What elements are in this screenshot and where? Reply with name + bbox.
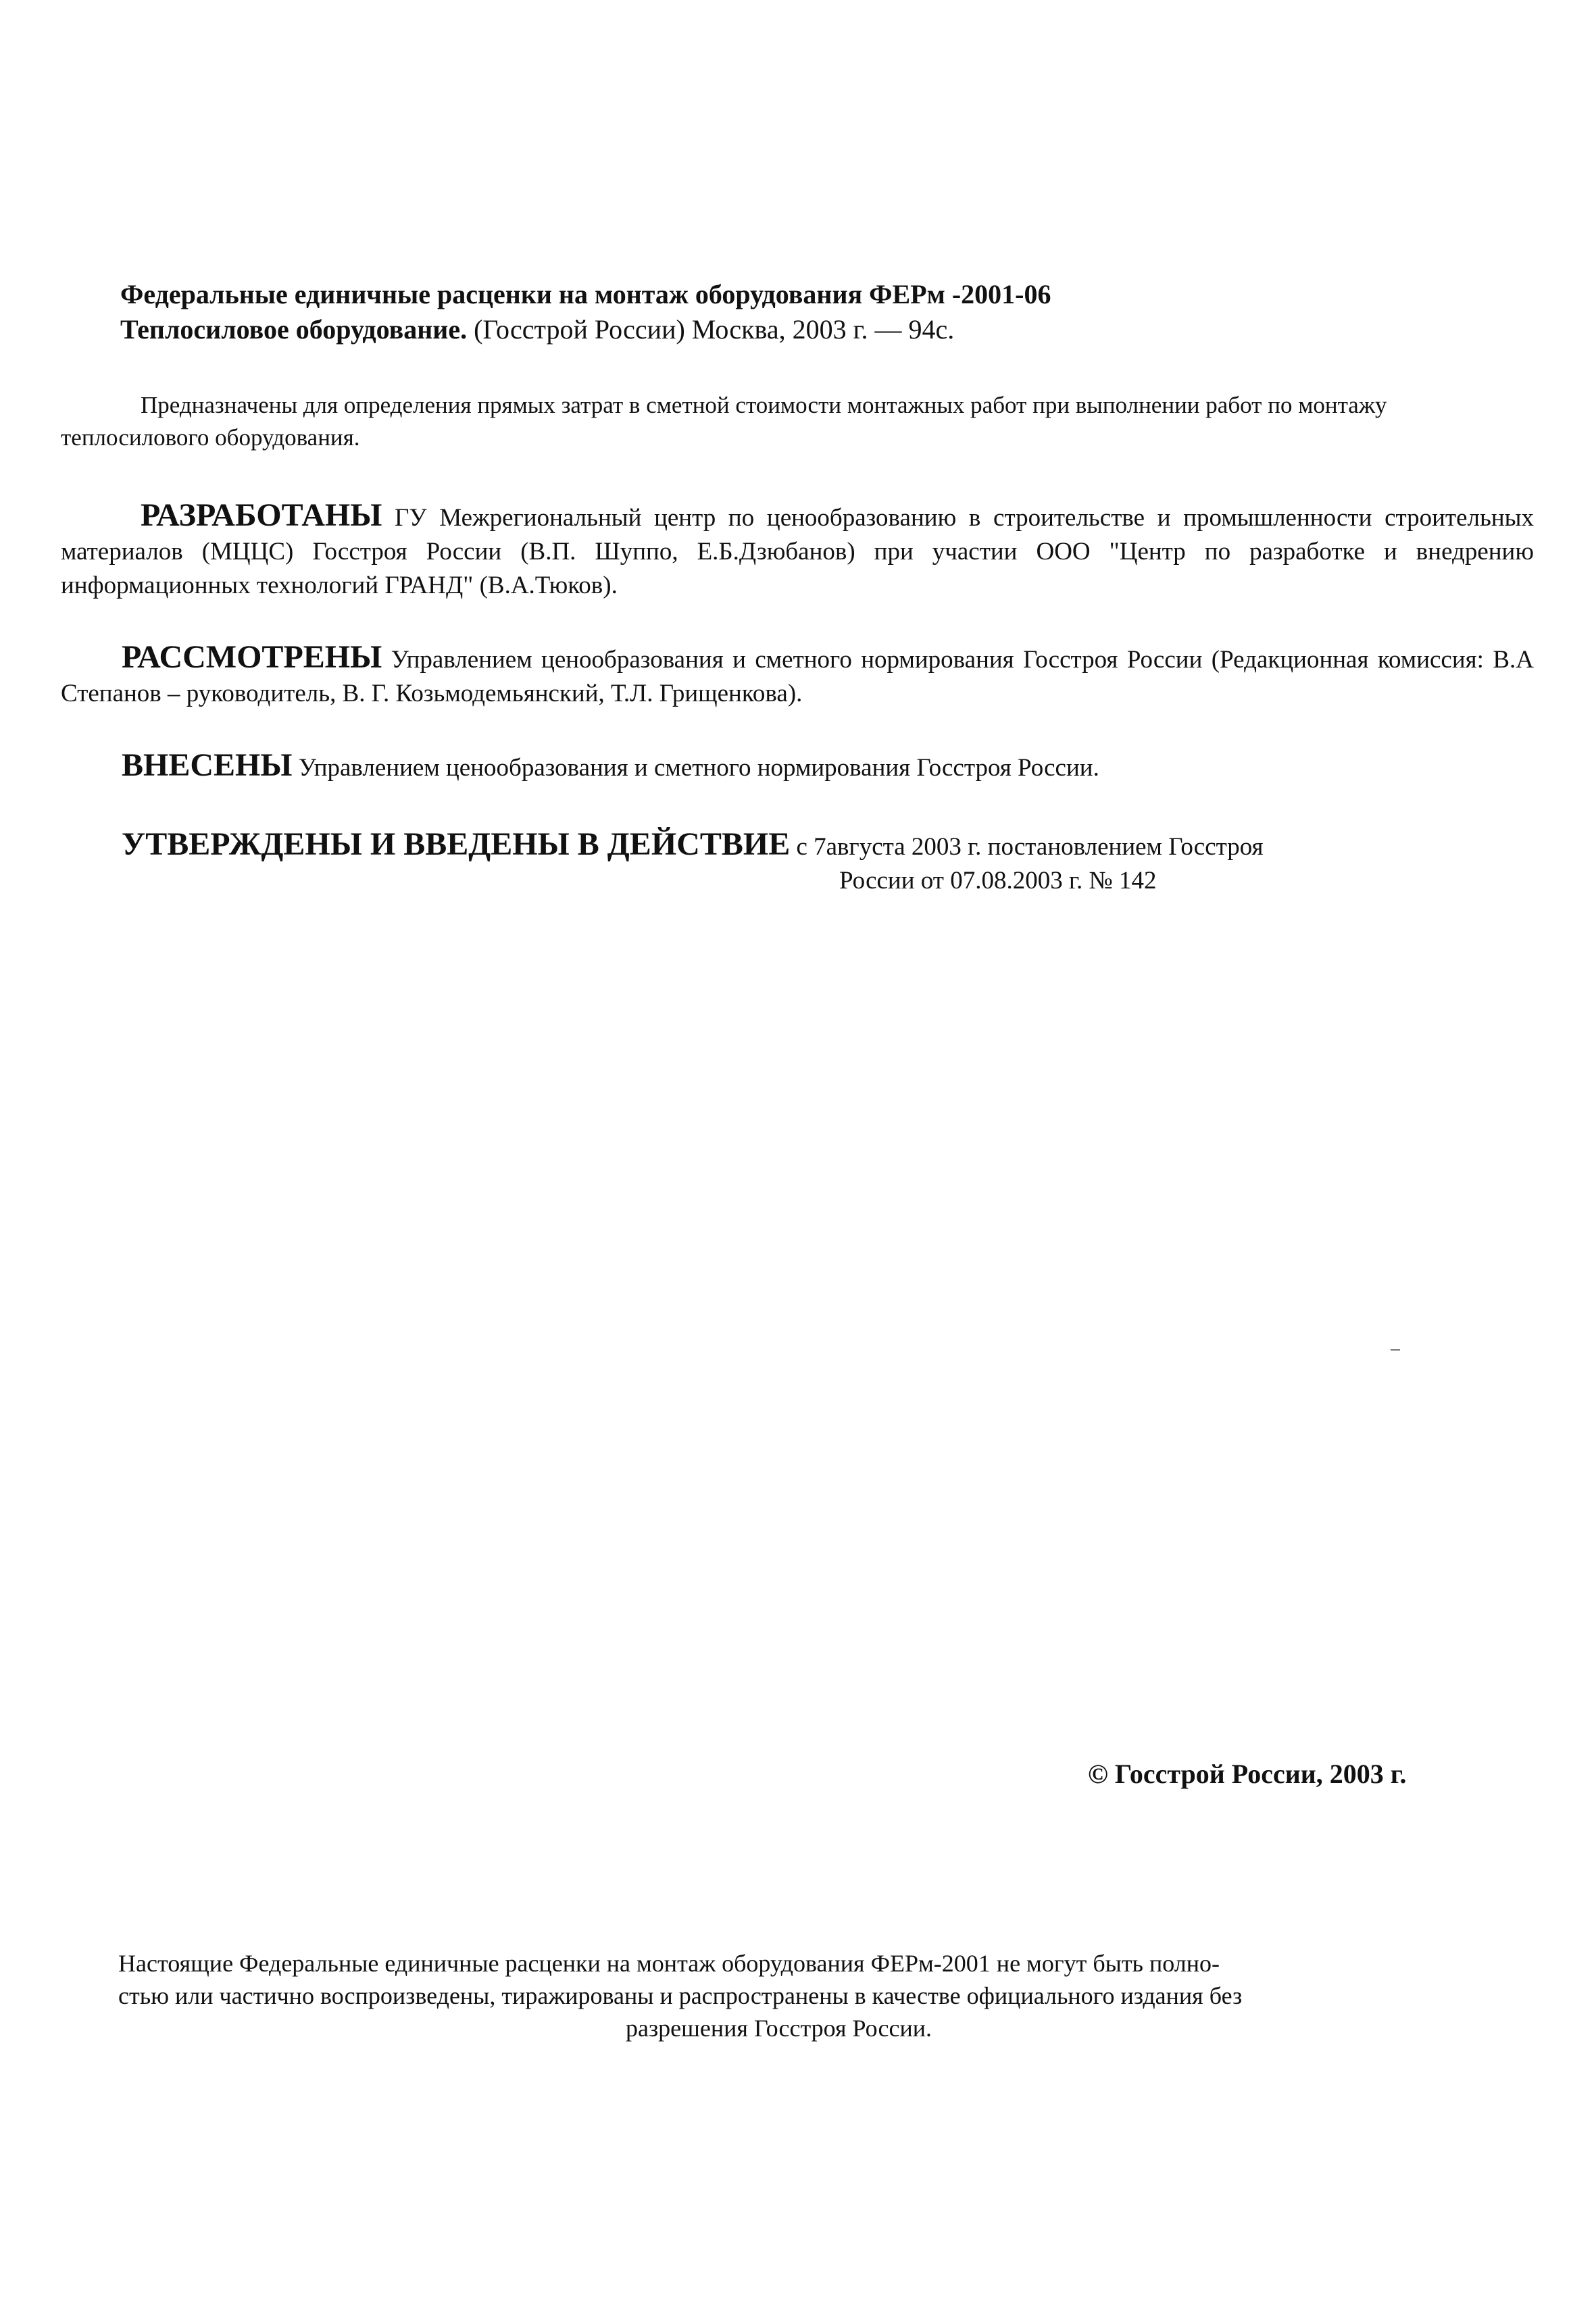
approved-text-line-2: России от 07.08.2003 г. № 142 xyxy=(839,867,1157,895)
reproduction-notice xyxy=(118,1947,1439,2044)
reviewed-label: РАССМОТРЕНЫ xyxy=(122,639,382,675)
approved-block xyxy=(122,826,1541,898)
reviewed-text: Управлением ценообразования и сметного нормирования Госстроя России (Редакционная комиссия: В.А Степанов – руководитель, В. Г. Козьмодемьянский, Т.Л. Грищенкова). xyxy=(61,646,1534,707)
notice-line-3: разрешения Госстроя России. xyxy=(625,2015,932,2042)
approved-label: УТВЕРЖДЕНЫ И ВВЕДЕНЫ В ДЕЙСТВИЕ xyxy=(122,826,791,862)
document-title xyxy=(120,277,1472,347)
title-line-1: Федеральные единичные расценки на монтаж оборудования ФЕРм -2001-06 xyxy=(120,279,1051,309)
purpose-paragraph: Предназначены для определения прямых затрат в сметной стоимости монтажных работ при выполнении работ по монтажу теплосилового оборудования. xyxy=(61,392,1387,451)
reviewed-paragraph xyxy=(61,640,1534,711)
developers-paragraph xyxy=(61,499,1534,603)
notice-line-1: Настоящие Федеральные единичные расценки на монтаж оборудования ФЕРм-2001 не могут быть полно- xyxy=(118,1950,1220,1977)
copyright-notice: © Госстрой России, 2003 г. xyxy=(1088,1759,1407,1789)
notice-line-2: стью или частично воспроизведены, тиражированы и распространены в качестве официального издания без xyxy=(118,1982,1243,2009)
developers-text: ГУ Межрегиональный центр по ценообразованию в строительстве и промышленности строительных материалов (МЦЦС) Госстроя России (В.П. Шуппо, Е.Б.Дзюбанов) при участии ООО "Центр по разработке и внедрению информационных технологий ГРАНД" (В.А.Тюков). xyxy=(61,504,1534,599)
title-subject: Теплосиловое оборудование. xyxy=(120,314,468,345)
submitted-text: Управлением ценообразования и сметного нормирования Госстроя России. xyxy=(292,754,1099,782)
approved-text-line-1: с 7августа 2003 г. постановлением Госстроя xyxy=(790,833,1264,861)
submitted-paragraph xyxy=(61,749,1534,785)
scan-speck xyxy=(1391,1349,1400,1351)
developers-label: РАЗРАБОТАНЫ xyxy=(141,497,382,533)
title-publication-info: (Госстрой России) Москва, 2003 г. — 94с. xyxy=(467,314,955,345)
submitted-label: ВНЕСЕНЫ xyxy=(122,747,293,783)
